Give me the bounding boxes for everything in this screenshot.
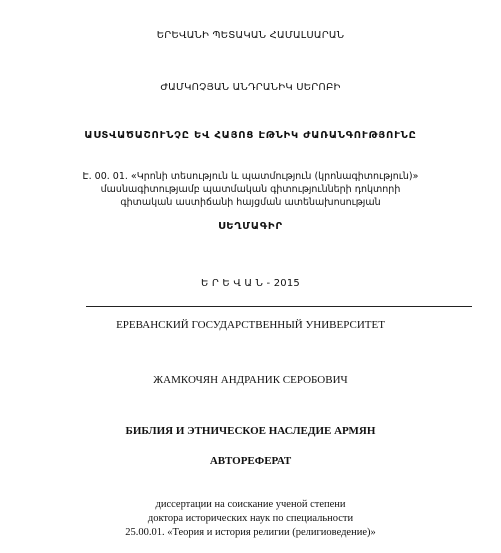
russian-dissertation-line-1: диссертации на соискание ученой степени (155, 499, 346, 510)
russian-dissertation-title: БИБЛИЯ И ЭТНИЧЕСКОЕ НАСЛЕДИЕ АРМЯН (125, 425, 376, 437)
armenian-author-name: ԺԱՄԿՈՉՅԱՆ ԱՆԴՐԱՆԻԿ ՍԵՐՈԲԻ (160, 82, 341, 93)
armenian-university-name: ԵՐԵՎԱՆԻ ՊԵՏԱԿԱՆ ՀԱՄԱԼՍԱՐԱՆ (156, 30, 345, 41)
russian-dissertation-line-2: доктора исторических наук по специальности (147, 513, 354, 524)
armenian-dissertation-title: ԱՍՏՎԱԾԱՇՈՒՆՉԸ ԵՎ ՀԱՅՈՑ ԷԹՆԻԿ ԺԱՌԱՆԳՈՒԹՅՈՒՆԸ (84, 130, 417, 141)
armenian-abstract-label: ՍԵՂՄԱԳԻՐ (218, 221, 283, 232)
russian-dissertation-line-3: 25.00.01. «Теория и история религии (религиоведение)» (125, 527, 376, 538)
armenian-specialty-line-1: Է. 00. 01. «Կրոնի տեսություն և պատմություն (կրոնագիտություն)» (82, 171, 419, 182)
armenian-specialty-line-3: գիտական աստիճանի հայցման ատենախոսության (120, 197, 381, 208)
russian-author-name: ЖАМКОЧЯН АНДРАНИК СЕРОБОВИЧ (153, 374, 348, 386)
russian-abstract-label: АВТОРЕФЕРАТ (209, 455, 292, 467)
section-divider (86, 306, 472, 307)
russian-university-name: ЕРЕВАНСКИЙ ГОСУДАРСТВЕННЫЙ УНИВЕРСИТЕТ (116, 319, 385, 331)
armenian-specialty-line-2: մասնագիտությամբ պատմական գիտությունների դոկտորի (100, 184, 401, 195)
armenian-place-year: Ե Ր Ե Վ Ա Ն - 2015 (201, 278, 300, 289)
